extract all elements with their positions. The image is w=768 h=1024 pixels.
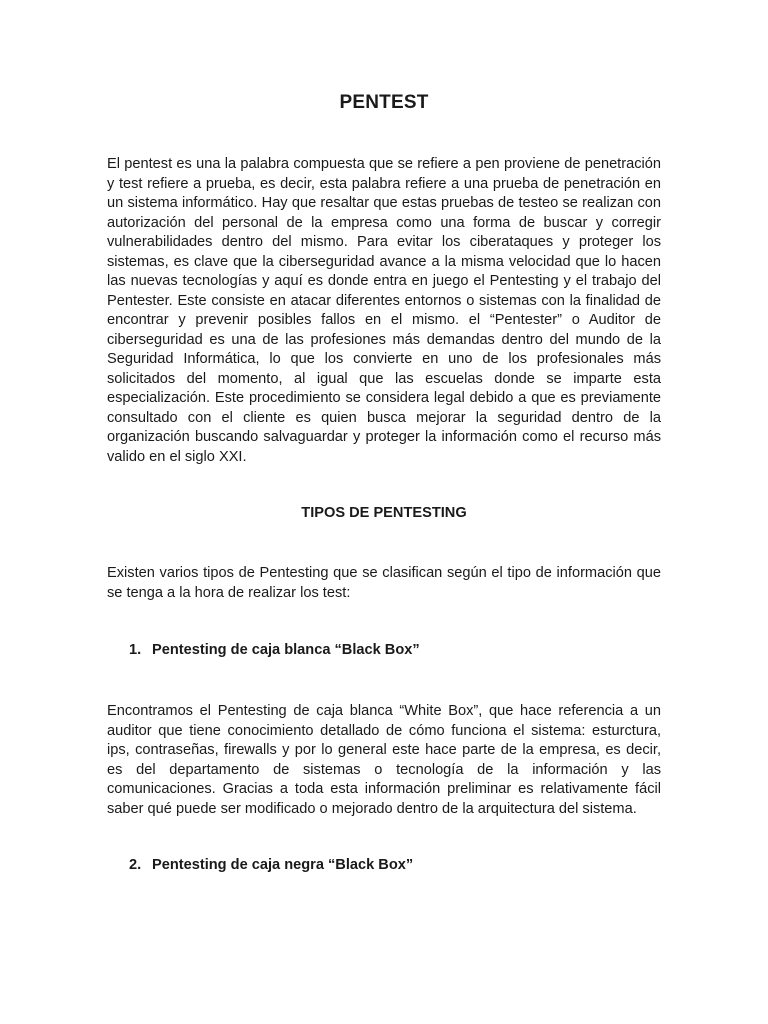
document-title: PENTEST bbox=[339, 92, 429, 113]
section-intro-paragraph: Existen varios tipos de Pentesting que se clasifican según el tipo de información que se tenga a la hora de realizar los test: bbox=[107, 565, 661, 601]
section-title: TIPOS DE PENTESTING bbox=[301, 505, 467, 521]
intro-paragraph: El pentest es una la palabra compuesta que se refiere a pen proviene de penetración y test refiere a prueba, es decir, esta palabra refiere a una prueba de penetración en un sistema informático. Hay que resaltar que estas pruebas de testeo se realizan con autorización del personal de la empresa como una forma de buscar y corregir vulnerabilidades dentro del mismo. Para evitar los ciberataques y proteger los sistemas, es clave que la ciberseguridad avance a la misma velocidad que lo hacen las nuevas tecnologías y aquí es donde entra en juego el Pentesting y el trabajo del Pentester. Este consiste en atacar diferentes entornos o sistemas con la finalidad de encontrar y prevenir posibles fallos en el mismo. el “Pentester” o Auditor de ciberseguridad es una de las profesiones más demandas dentro del mundo de la Seguridad Informática, lo que los convierte en uno de los profesionales más solicitados del momento, al igual que las escuelas donde se imparte esta especialización. Este procedimiento se considera legal debido a que es previamente consultado con el cliente es quien busca mejorar la seguridad dentro de la organización buscando salvaguardar y proteger la información como el recurso más valido en el siglo XXI. bbox=[107, 156, 661, 465]
list-item-number-1: 1. bbox=[129, 642, 142, 658]
list-item-heading-2 bbox=[129, 857, 413, 873]
list-item-heading-text-2: Pentesting de caja negra “Black Box” bbox=[152, 857, 414, 873]
list-item-number-2: 2. bbox=[129, 857, 142, 873]
list-item-heading-1 bbox=[129, 642, 420, 658]
list-item-body-1: Encontramos el Pentesting de caja blanca “White Box”, que hace referencia a un auditor que tiene conocimiento detallado de cómo funciona el sistema: esturctura, ips, contraseñas, firewalls y por lo general este hace parte de la empresa, es decir, es del departamento de sistemas o tecnología de la información y las comunicaciones. Gracias a toda esta información preliminar es relativamente fácil saber qué puede ser modificado o mejorado dentro de la arquitectura del sistema. bbox=[107, 703, 661, 817]
list-item-heading-text-1: Pentesting de caja blanca “Black Box” bbox=[152, 642, 420, 658]
